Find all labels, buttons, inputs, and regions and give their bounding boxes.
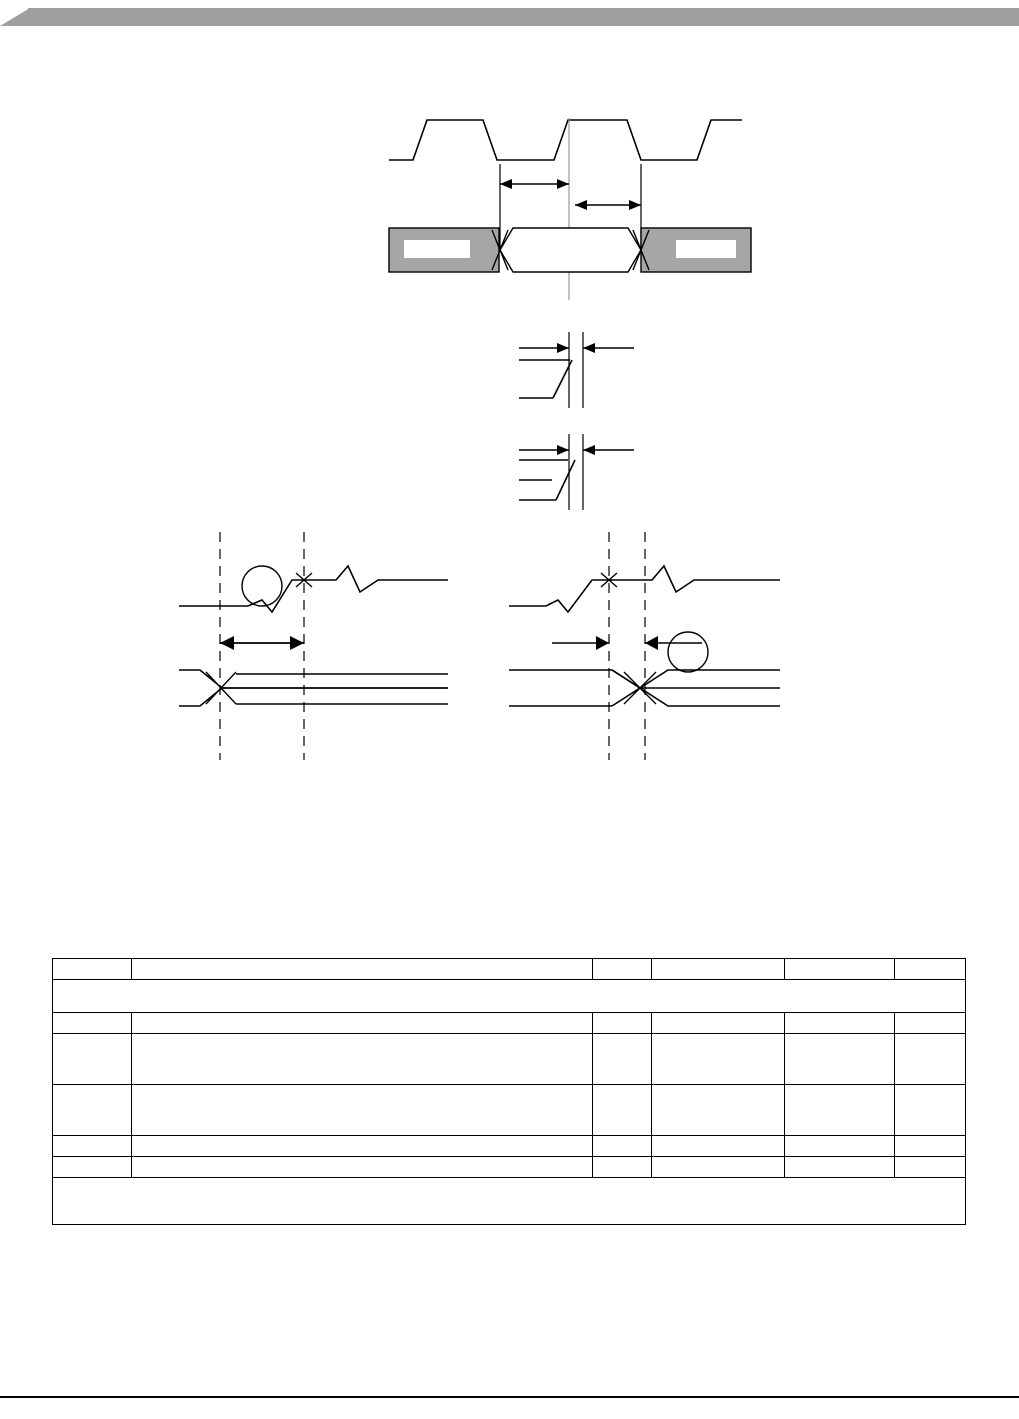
row-max	[784, 1085, 894, 1136]
row-max	[784, 1157, 894, 1178]
table-row	[53, 1013, 966, 1034]
row-max	[784, 1013, 894, 1034]
timing-arrow-long	[500, 179, 569, 189]
timing-diagram-figure	[0, 60, 1019, 820]
detail-inset-fall-time	[519, 434, 634, 510]
timing-arrow-short	[575, 200, 641, 210]
row-unit	[894, 1136, 965, 1157]
row-unit	[894, 1085, 965, 1136]
row-symbol	[53, 1157, 132, 1178]
table-row	[53, 1034, 966, 1085]
row-min	[593, 1013, 652, 1034]
row-min	[593, 1085, 652, 1136]
row-max	[784, 1034, 894, 1085]
row-description	[132, 1034, 593, 1085]
row-symbol	[53, 1085, 132, 1136]
row-typ	[652, 1034, 784, 1085]
table-row	[53, 1085, 966, 1136]
row-typ	[652, 1136, 784, 1157]
row-symbol	[53, 1136, 132, 1157]
page-footer-rule	[0, 1396, 1019, 1398]
table-row	[53, 1157, 966, 1178]
row-typ	[652, 1085, 784, 1136]
table-header-typ	[652, 959, 784, 980]
table-header-description	[132, 959, 593, 980]
page-header-band	[0, 8, 1019, 26]
row-min	[593, 1034, 652, 1085]
table-header-symbol	[53, 959, 132, 980]
row-min	[593, 1157, 652, 1178]
specification-table	[52, 958, 966, 1225]
table-footnote-cell	[53, 1178, 966, 1225]
row-description	[132, 1085, 593, 1136]
table-section-header-row	[53, 980, 966, 1013]
row-unit	[894, 1034, 965, 1085]
table-header-min	[593, 959, 652, 980]
hold-time-diagram	[509, 532, 780, 760]
table-header-row	[53, 959, 966, 980]
row-description	[132, 1136, 593, 1157]
header-wedge-shape	[0, 8, 30, 26]
table-footnote-row	[53, 1178, 966, 1225]
row-unit	[894, 1013, 965, 1034]
row-symbol	[53, 1034, 132, 1085]
row-typ	[652, 1013, 784, 1034]
data-bus-waveform	[389, 228, 751, 272]
row-max	[784, 1136, 894, 1157]
header-gray-bar	[28, 8, 1019, 26]
clock-waveform	[389, 120, 742, 160]
row-min	[593, 1136, 652, 1157]
setup-time-diagram	[179, 532, 448, 760]
table-row	[53, 1136, 966, 1157]
detail-inset-rise-time	[519, 332, 634, 408]
row-typ	[652, 1157, 784, 1178]
table-section-header-cell	[53, 980, 966, 1013]
row-description	[132, 1157, 593, 1178]
table-header-max	[784, 959, 894, 980]
row-symbol	[53, 1013, 132, 1034]
row-description	[132, 1013, 593, 1034]
timing-diagram-svg	[0, 60, 1019, 820]
table-header-unit	[894, 959, 965, 980]
row-unit	[894, 1157, 965, 1178]
